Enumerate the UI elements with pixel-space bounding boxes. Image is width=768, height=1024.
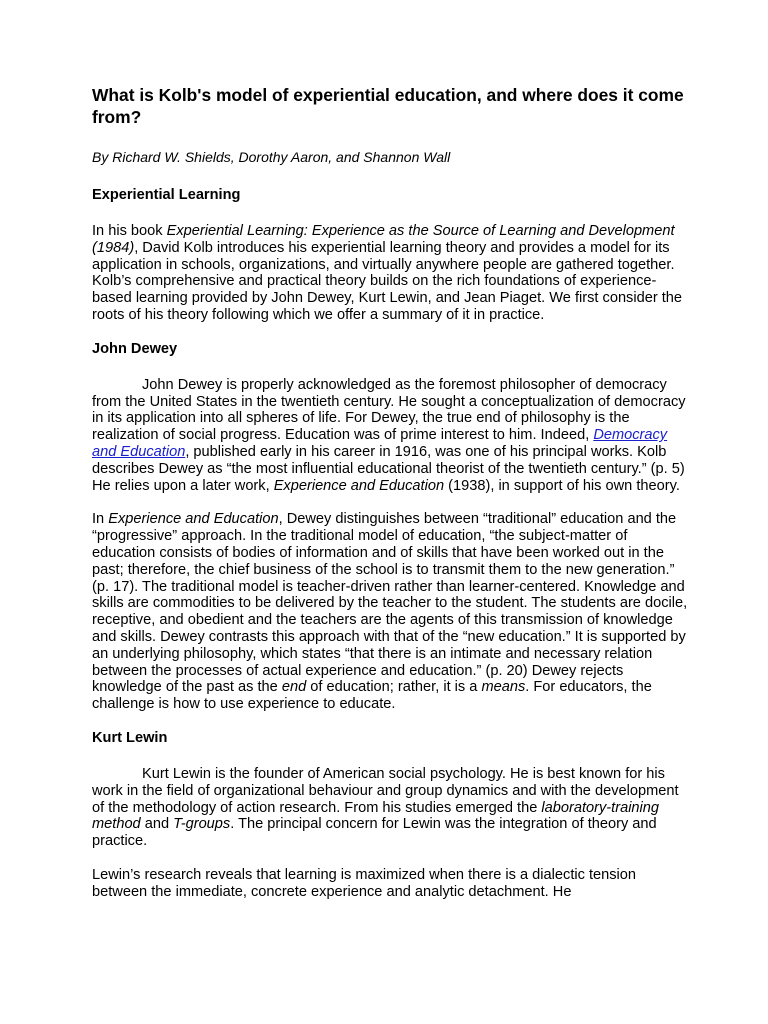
paragraph-lewin-1: Kurt Lewin is the founder of American social psychology. He is best known for his work in the field of organizational behaviour and group dynamics and with the development of the methodology of action research. From his studies emerged the laboratory-training method and T-groups. The principal concern for Lewin was the integration of theory and practice. [92,765,679,850]
book-title: Experiential Learning: Experience as the Source of Learning and Development (1984) [92,223,675,256]
document-page [92,84,692,918]
t-groups-term: T-groups [173,816,231,833]
emphasis-means: means [481,679,526,696]
method-name: laboratory-training method [92,799,660,833]
paragraph-lewin-2: Lewin’s research reveals that learning is maximized when there is a dialectic tension between the immediate, concrete experience and analytic detachment. He [92,866,637,900]
heading-kurt-lewin: Kurt Lewin [92,729,168,746]
emphasis-end: end [281,679,307,696]
work-title: Experience and Education [108,511,279,528]
heading-experiential-learning: Experiential Learning [92,187,241,203]
paragraph-dewey-2: In Experience and Education, Dewey distinguishes between “traditional” education and the “progressive” approach. In the traditional model of education, “the subject-matter of education consists of bodies of information and of skills that have been worked out in the past; therefore, the chief business of the school is to transmit them to the new generation.” (p. 17). The traditional model is teacher-driven rather than learner-centered. Knowledge and skills are commodities to be delivered by the teacher to the student. The students are docile, receptive, and obedient and the teachers are the agents of this transmission of knowledge and skills. Dewey contrasts this approach with that of the “new education.” It is supported by an underlying philosophy, which states “that there is an intimate and necessary relation between the processes of actual experience and education.” (p. 20) Dewey rejects knowledge of the past as the end of education; rather, it is a means. For educators, the challenge is how to use experience to educate. [92,511,688,713]
byline: By Richard W. Shields, Dorothy Aaron, and Shannon Wall [92,149,451,165]
paragraph-kolb-intro: In his book Experiential Learning: Experience as the Source of Learning and Development (1984), David Kolb introduces his experiential learning theory and provides a model for its application in schools, organizations, and virtually anywhere people are gathered together. Kolb’s comprehensive and practical theory builds on the rich foundations of experience-based learning provided by John Dewey, Kurt Lewin, and Jean Piaget. We first consider the roots of his theory following which we offer a summary of it in practice. [92,223,683,323]
document-title: What is Kolb's model of experiential education, and where does it come from? [92,85,684,127]
democracy-and-education-link[interactable]: Democracy and Education [92,427,668,460]
work-title: Experience and Education [273,477,445,494]
heading-john-dewey: John Dewey [92,340,178,357]
paragraph-dewey-1: John Dewey is properly acknowledged as the foremost philosopher of democracy from the United States in the twentieth century. He sought a conceptualization of democracy in its application into all spheres of life. For Dewey, the true end of philosophy is the realization of social progress. Education was of prime interest to him. Indeed, Democracy and Education, published early in his career in 1916, was one of his principal works. Kolb describes Dewey as “the most influential educational theorist of the twentieth century.” (p. 5) He relies upon a later work, Experience and Education (1938), in support of his own theory. [92,376,686,494]
